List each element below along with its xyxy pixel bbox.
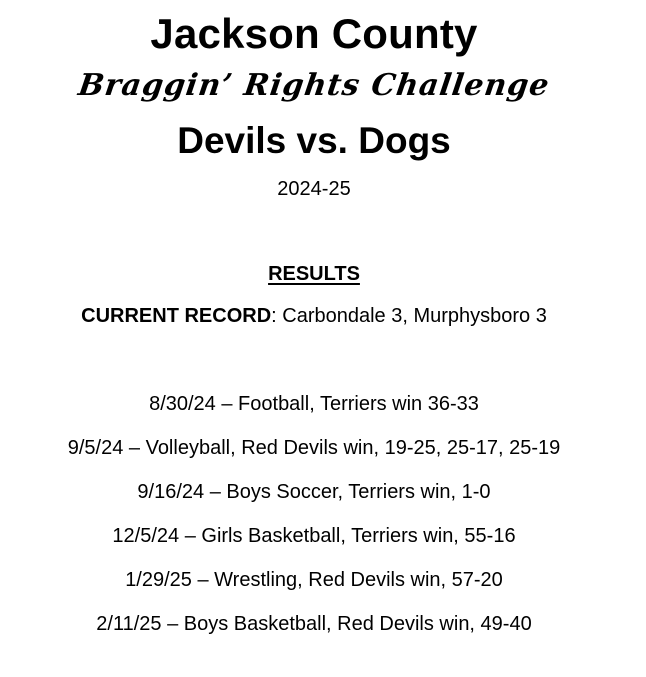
- result-item: 1/29/25 – Wrestling, Red Devils win, 57-20: [125, 569, 503, 591]
- result-item: 2/11/25 – Boys Basketball, Red Devils win, 49-40: [96, 613, 532, 635]
- results-heading: RESULTS: [268, 263, 360, 285]
- current-record: [0, 305, 628, 328]
- result-item: 8/30/24 – Football, Terriers win 36-33: [149, 393, 479, 415]
- matchup-title: Devils vs. Dogs: [177, 120, 451, 161]
- record-label: CURRENT RECORD: [81, 305, 272, 327]
- record-value: : Carbondale 3, Murphysboro 3: [271, 305, 547, 327]
- result-item: 9/5/24 – Volleyball, Red Devils win, 19-25, 25-17, 25-19: [67, 437, 561, 459]
- results-list: [0, 391, 628, 655]
- result-item: 9/16/24 – Boys Soccer, Terriers win, 1-0: [137, 481, 491, 503]
- challenge-title: Braggin’ Rights Challenge: [76, 68, 552, 103]
- county-title: Jackson County: [150, 10, 478, 57]
- season-label: 2024-25: [277, 178, 351, 200]
- result-item: 12/5/24 – Girls Basketball, Terriers win, 55-16: [112, 525, 516, 547]
